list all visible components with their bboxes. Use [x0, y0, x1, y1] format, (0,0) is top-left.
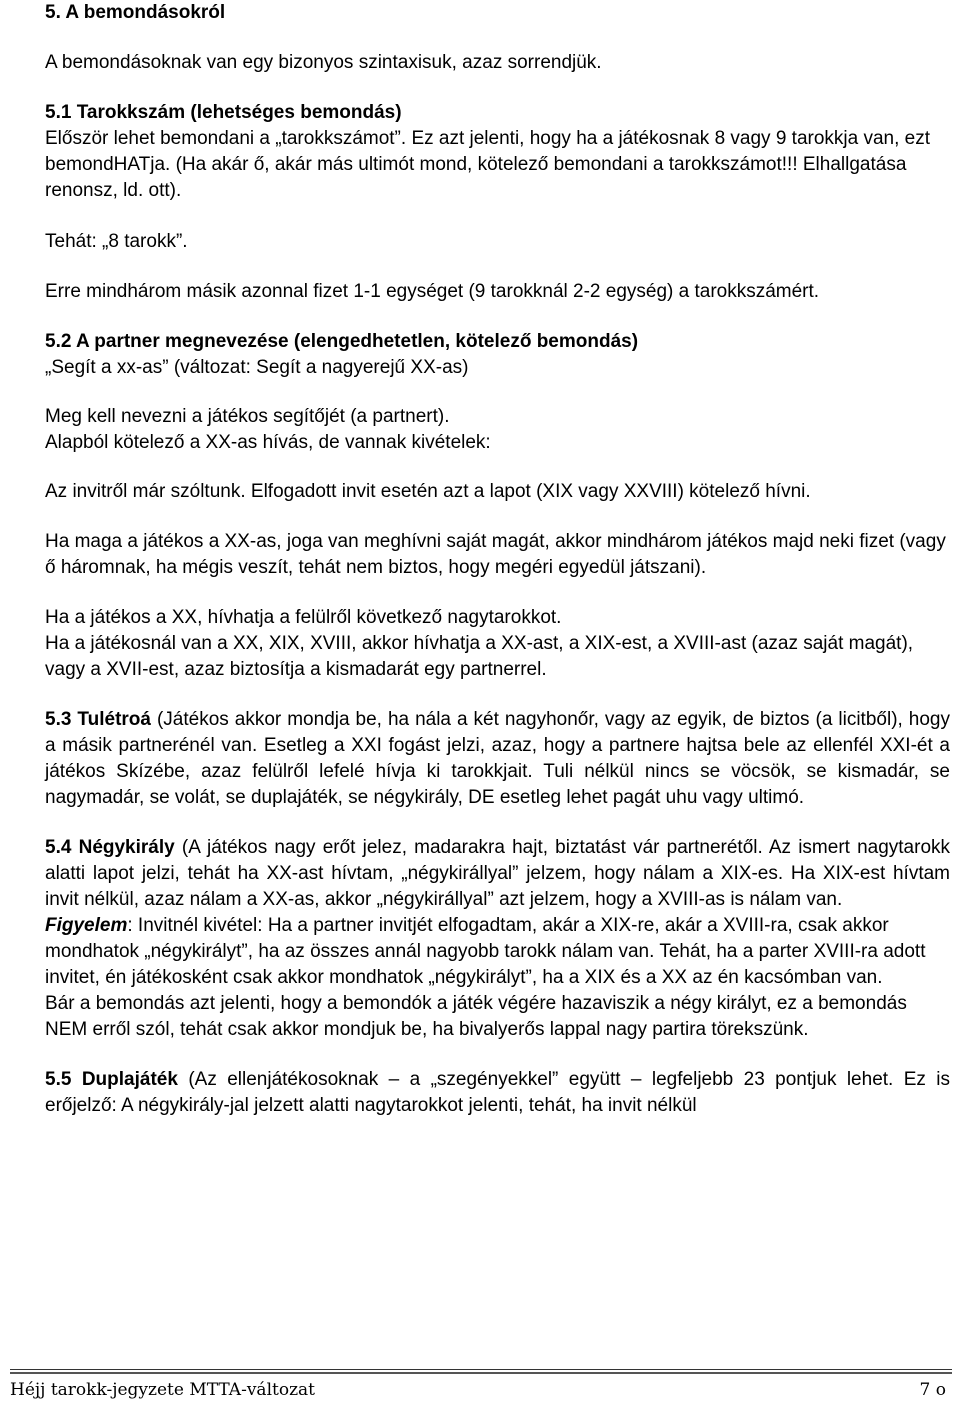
section-5-5-paragraph	[45, 1067, 950, 1119]
section-title: 5. A bemondásokról	[45, 2, 226, 23]
document-page	[45, 0, 950, 1119]
section-5-1-example: Tehát: „8 tarokk”.	[45, 231, 188, 252]
section-5-4-body: (A játékos nagy erőt jelez, madarakra hajt, biztatást vár partnerétől. Az ismert nagytarokk alatti lapot jelzi, tehát ha XX-ast hívtam, „négykirállyal” jelzem, hogy nálam a XIX-es. Ha XIX-est hívtam invit nélkül, azaz nálam a XX-as, akkor „négykirállyal” azt jelzem, hogy a XVIII-as is nálam van.	[45, 837, 951, 910]
section-5-5-term: Duplajáték	[81, 1069, 178, 1090]
page-footer	[10, 1379, 952, 1401]
section-5-2-paragraph-3: Ha maga a játékos a XX-as, joga van meghívni saját magát, akkor mindhárom játékos majd neki fizet (vagy ő háromnak, ha mégis veszít, tehát nem biztos, hogy megéri egyedül játszani).	[45, 531, 946, 578]
section-5-1-payment: Erre mindhárom másik azonnal fizet 1-1 egységet (9 tarokknál 2-2 egység) a tarokkszámért.	[45, 281, 820, 302]
section-5-2-paragraph-1a: Meg kell nevezni a játékos segítőjét (a partnert).	[45, 406, 450, 427]
warning-body: : Invitnél kivétel: Ha a partner invitjét elfogadtam, akár a XIX-re, akár a XVIII-ra, csak akkor mondhatok „négykirályt”, ha az összes annál nagyobb tarokk nálam van. Tehát, ha a parter XVIII-ra adott invitet, én játékosként csak akkor mondhatok „négykirályt”, ha a XIX és a XX az én kacsómban van.	[45, 915, 926, 988]
footer-title: Héjj tarokk-jegyzete MTTA-változat	[10, 1380, 315, 1400]
warning-label: Figyelem	[45, 915, 128, 936]
section-5-4-warning	[45, 913, 950, 991]
section-5-3-number: 5.3	[45, 709, 72, 730]
section-5-2-paragraph-1b: Alapból kötelező a XX-as hívás, de vannak kivételek:	[45, 432, 491, 453]
section-5-5-body: (Az ellenjátékosoknak – a „szegényekkel” együtt – legfeljebb 23 pontjuk lehet. Ez is erőjelző: A négykirály-jal jelzett alatti nagytarokkot jelenti, tehát, ha invit nélkül	[45, 1069, 951, 1116]
section-5-2-heading: 5.2 A partner megnevezése (elengedhetetlen, kötelező bemondás)	[45, 331, 639, 352]
footer-divider	[10, 1369, 952, 1374]
section-5-2-phrase: „Segít a xx-as” (változat: Segít a nagyerejű XX-as)	[45, 357, 469, 378]
section-5-1-body: Először lehet bemondani a „tarokkszámot”. Ez azt jelenti, hogy ha a játékosnak 8 vagy 9 tarokkja van, ezt bemondHATja. (Ha akár ő, akár más ultimót mond, kötelező bemondani a tarokkszámot!!! Elhallgatása renonsz, ld. ott).	[45, 128, 931, 201]
section-5-5-number: 5.5	[45, 1069, 72, 1090]
intro-paragraph: A bemondásoknak van egy bizonyos szintaxisuk, azaz sorrendjük.	[45, 52, 602, 73]
section-5-3-term: Tulétroá	[77, 709, 151, 730]
section-5-4-number: 5.4	[45, 837, 72, 858]
section-5-2-paragraph-4a: Ha a játékos a XX, hívhatja a felülről következő nagytarokkot.	[45, 607, 562, 628]
section-5-2-paragraph-4b: Ha a játékosnál van a XX, XIX, XVIII, akkor hívhatja a XX-ast, a XIX-est, a XVIII-ast (azaz saját magát), vagy a XVII-est, azaz biztosítja a kismadarát egy partnerrel.	[45, 633, 914, 680]
section-5-3-paragraph	[45, 707, 950, 811]
page-number: 7 o	[919, 1380, 946, 1400]
section-5-4-paragraph	[45, 835, 950, 913]
section-5-4-term: Négykirály	[78, 837, 175, 858]
section-5-1-heading: 5.1 Tarokkszám (lehetséges bemondás)	[45, 102, 402, 123]
section-5-2-paragraph-2: Az invitről már szóltunk. Elfogadott invit esetén azt a lapot (XIX vagy XXVIII) kötelező hívni.	[45, 481, 811, 502]
section-5-3-body: (Játékos akkor mondja be, ha nála a két nagyhonőr, vagy az egyik, de biztos (a licitből), hogy a másik partnerénél van. Esetleg a XXI fogást jelzi, azaz, hogy a partnere hajtsa bele az ellenfél XXI-ét a játékos Skízébe, azaz felülről lefelé hívja ki tarokkjait. Tuli nélkül nincs se vöcsök, se kismadár, se nagymadár, se volát, se duplajáték, se négykirály, DE esetleg lehet pagát uhu vagy ultimó.	[45, 709, 950, 808]
section-5-4-closing: Bár a bemondás azt jelenti, hogy a bemondók a játék végére hazaviszik a négy királyt, ez a bemondás NEM erről szól, tehát csak akkor mondjuk be, ha bivalyerős lappal nagy partira törekszünk.	[45, 993, 907, 1040]
